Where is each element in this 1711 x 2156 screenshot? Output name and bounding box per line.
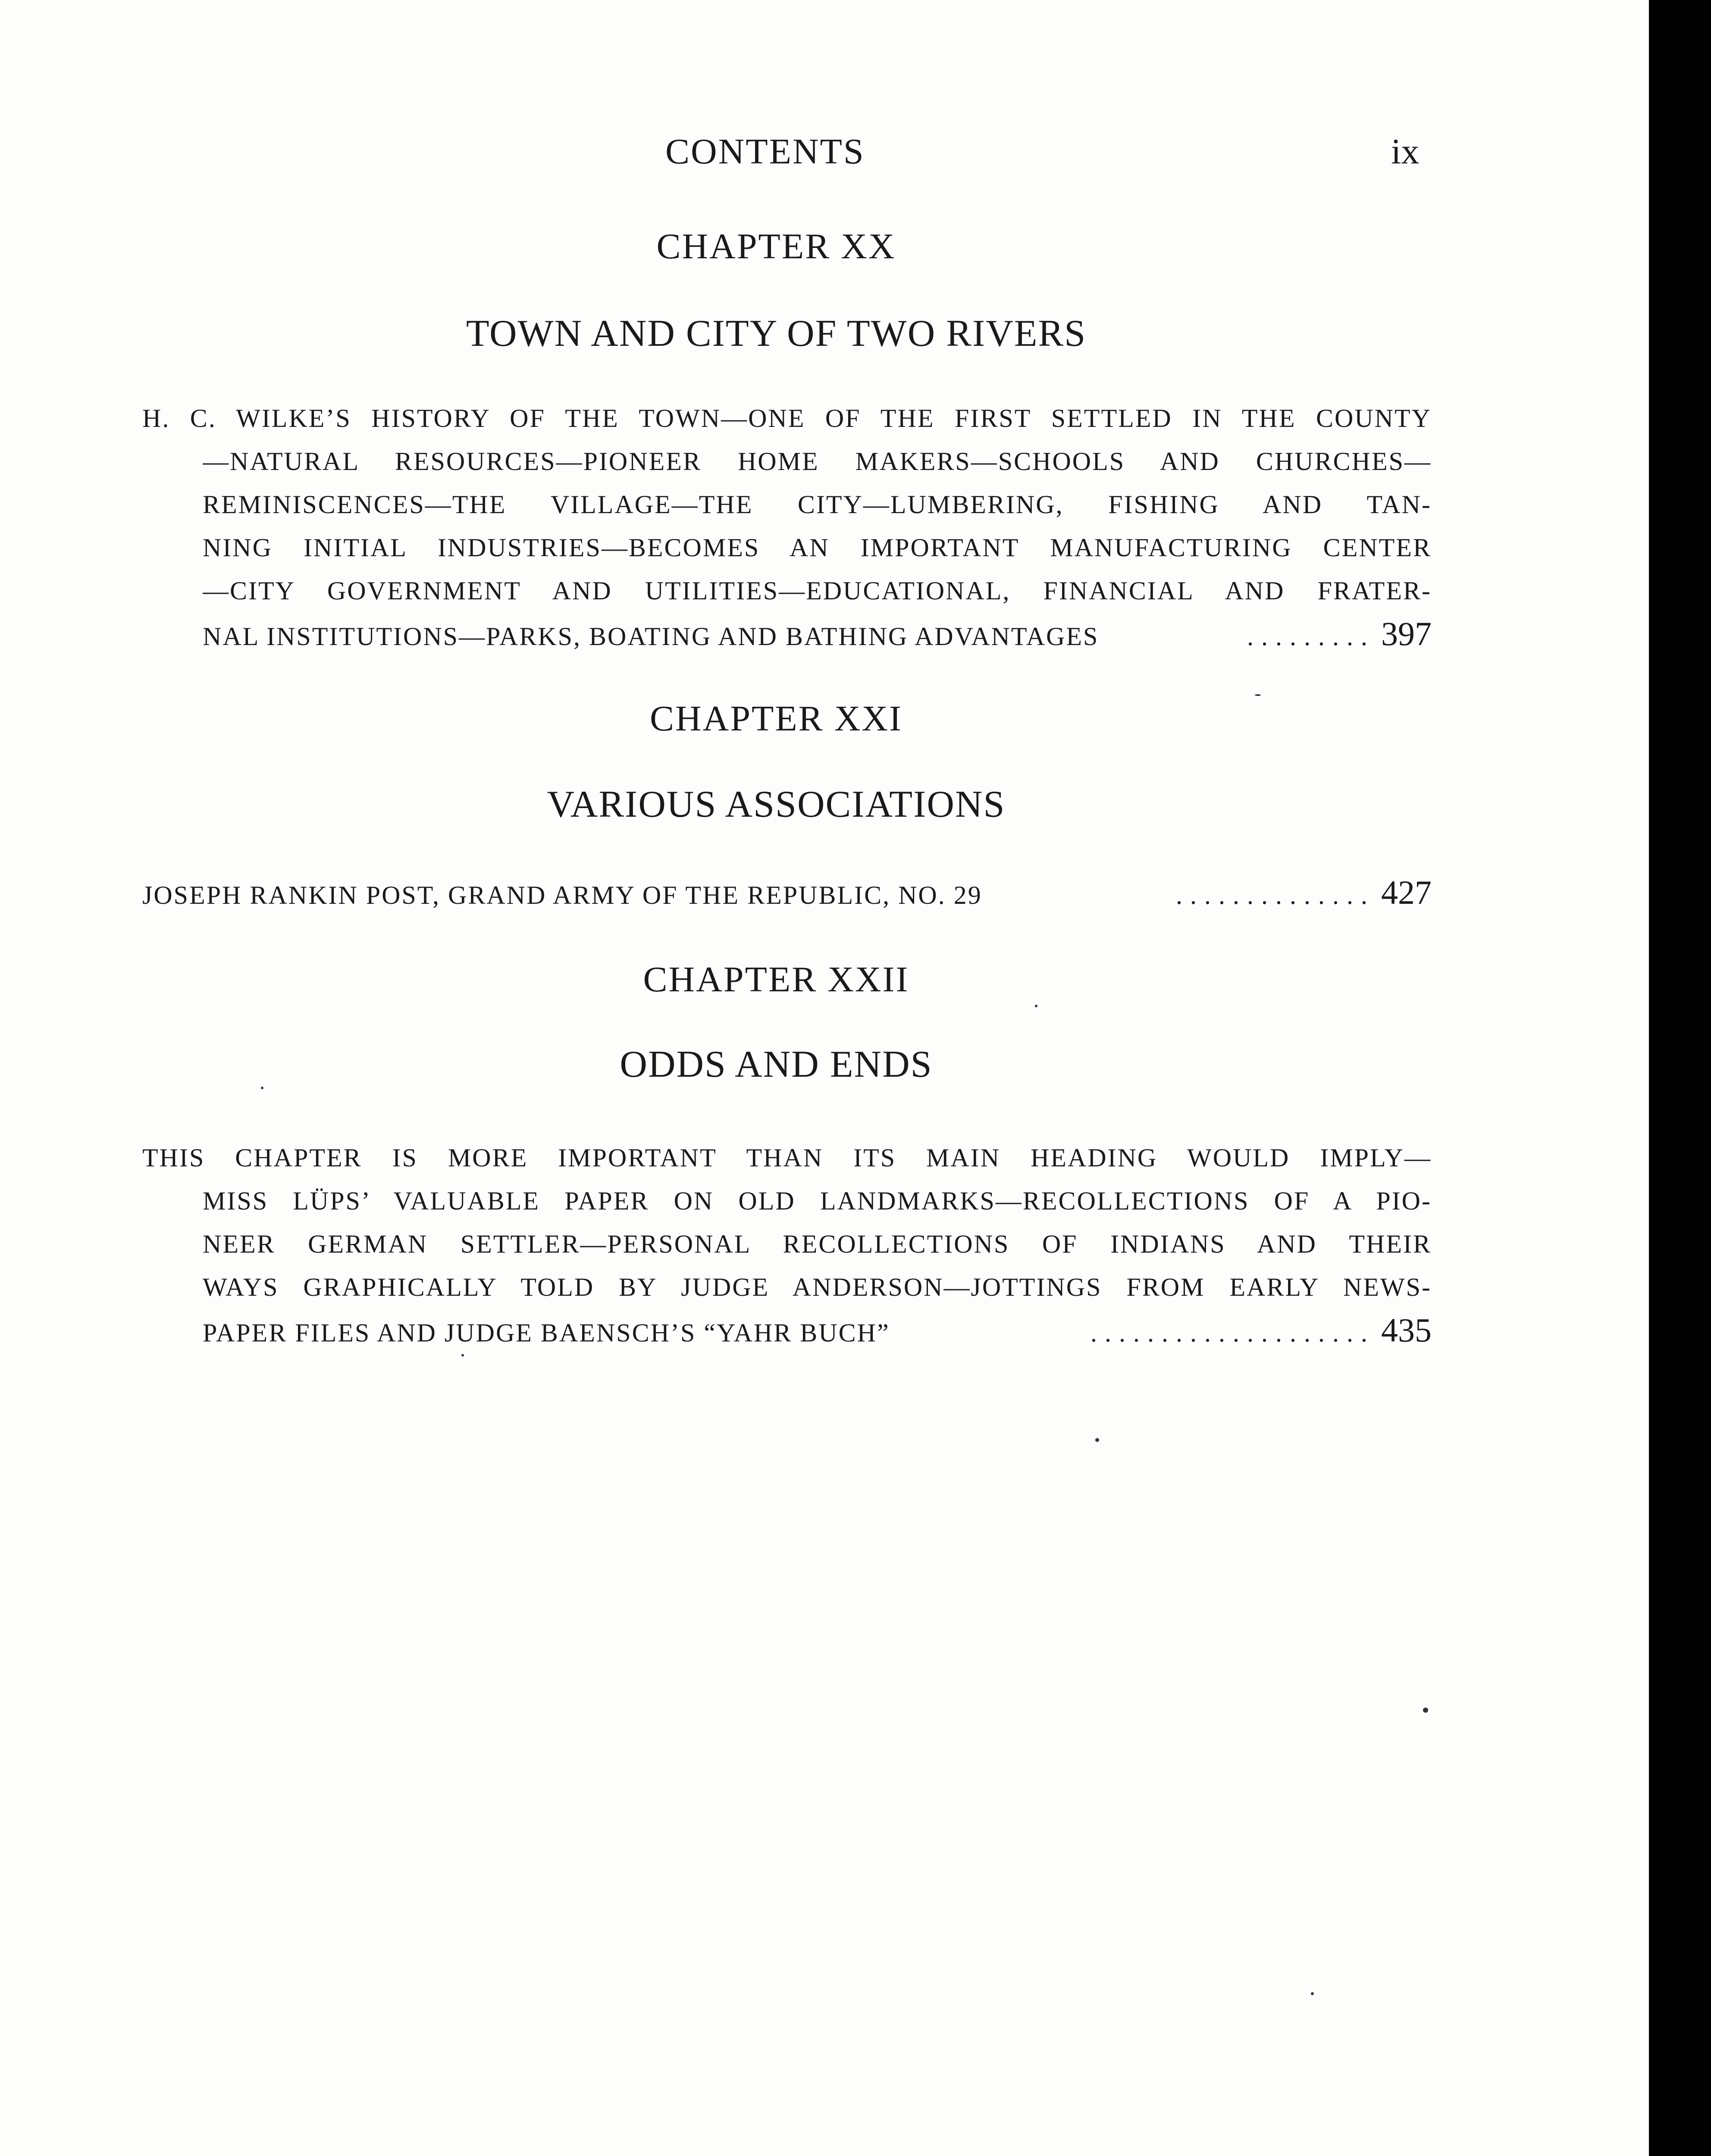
summary-line: —CITY GOVERNMENT AND UTILITIES—EDUCATIONAL, FINANCIAL AND FRATER-	[203, 577, 1432, 605]
scan-speck	[1095, 1438, 1099, 1442]
scan-speck	[1035, 1005, 1037, 1007]
chapter-20-number: CHAPTER XX	[656, 226, 896, 266]
summary-line: MISS LÜPS’ VALUABLE PAPER ON OLD LANDMARKS—RECOLLECTIONS OF A PIO-	[203, 1187, 1432, 1215]
summary-line: THIS CHAPTER IS MORE IMPORTANT THAN ITS MAIN HEADING WOULD IMPLY—	[142, 1144, 1432, 1172]
summary-last-line	[203, 612, 1432, 655]
summary-line: NAL INSTITUTIONS—PARKS, BOATING AND BATHING ADVANTAGES	[203, 622, 1099, 651]
summary-line: H. C. WILKE’S HISTORY OF THE TOWN—ONE OF THE FIRST SETTLED IN THE COUNTY	[142, 404, 1432, 432]
chapter-21-title: VARIOUS ASSOCIATIONS	[547, 783, 1006, 825]
summary-line: —NATURAL RESOURCES—PIONEER HOME MAKERS—SCHOOLS AND CHURCHES—	[203, 447, 1432, 476]
summary-line: JOSEPH RANKIN POST, GRAND ARMY OF THE REPUBLIC, NO. 29	[142, 881, 982, 909]
summary-last-line	[203, 1309, 1432, 1352]
chapter-22-number: CHAPTER XXII	[643, 959, 909, 1000]
dot-leader: .........	[1247, 622, 1375, 651]
summary-line: NING INITIAL INDUSTRIES—BECOMES AN IMPORTANT MANUFACTURING CENTER	[203, 533, 1432, 562]
chapter-22-page: 435	[1381, 1311, 1432, 1349]
chapter-22-summary	[142, 1136, 1432, 1352]
summary-line: REMINISCENCES—THE VILLAGE—THE CITY—LUMBERING, FISHING AND TAN-	[203, 490, 1432, 519]
dot-leader: ....................	[1091, 1319, 1375, 1347]
summary-line: NEER GERMAN SETTLER—PERSONAL RECOLLECTIONS OF INDIANS AND THEIR	[203, 1230, 1432, 1258]
scan-speck	[1255, 694, 1261, 696]
chapter-20-title: TOWN AND CITY OF TWO RIVERS	[466, 313, 1087, 354]
summary-last-line	[142, 871, 1432, 914]
scan-speck	[261, 1087, 263, 1089]
running-title: CONTENTS	[665, 132, 865, 172]
chapter-21-number: CHAPTER XXI	[649, 699, 903, 739]
dot-leader: ..............	[1176, 881, 1375, 909]
scan-speck	[461, 1354, 464, 1357]
chapter-21-summary	[142, 871, 1432, 914]
scan-speck	[1423, 1708, 1428, 1713]
summary-line: PAPER FILES AND JUDGE BAENSCH’S “YAHR BUCH”	[203, 1319, 890, 1347]
chapter-21-page: 427	[1381, 874, 1432, 911]
chapter-20-page: 397	[1381, 615, 1432, 652]
summary-line: WAYS GRAPHICALLY TOLD BY JUDGE ANDERSON—JOTTINGS FROM EARLY NEWS-	[203, 1273, 1432, 1301]
chapter-20-summary	[142, 397, 1432, 655]
scan-speck	[1311, 1992, 1314, 1995]
chapter-22-title: ODDS AND ENDS	[620, 1044, 933, 1085]
page-number: ix	[1391, 132, 1420, 172]
